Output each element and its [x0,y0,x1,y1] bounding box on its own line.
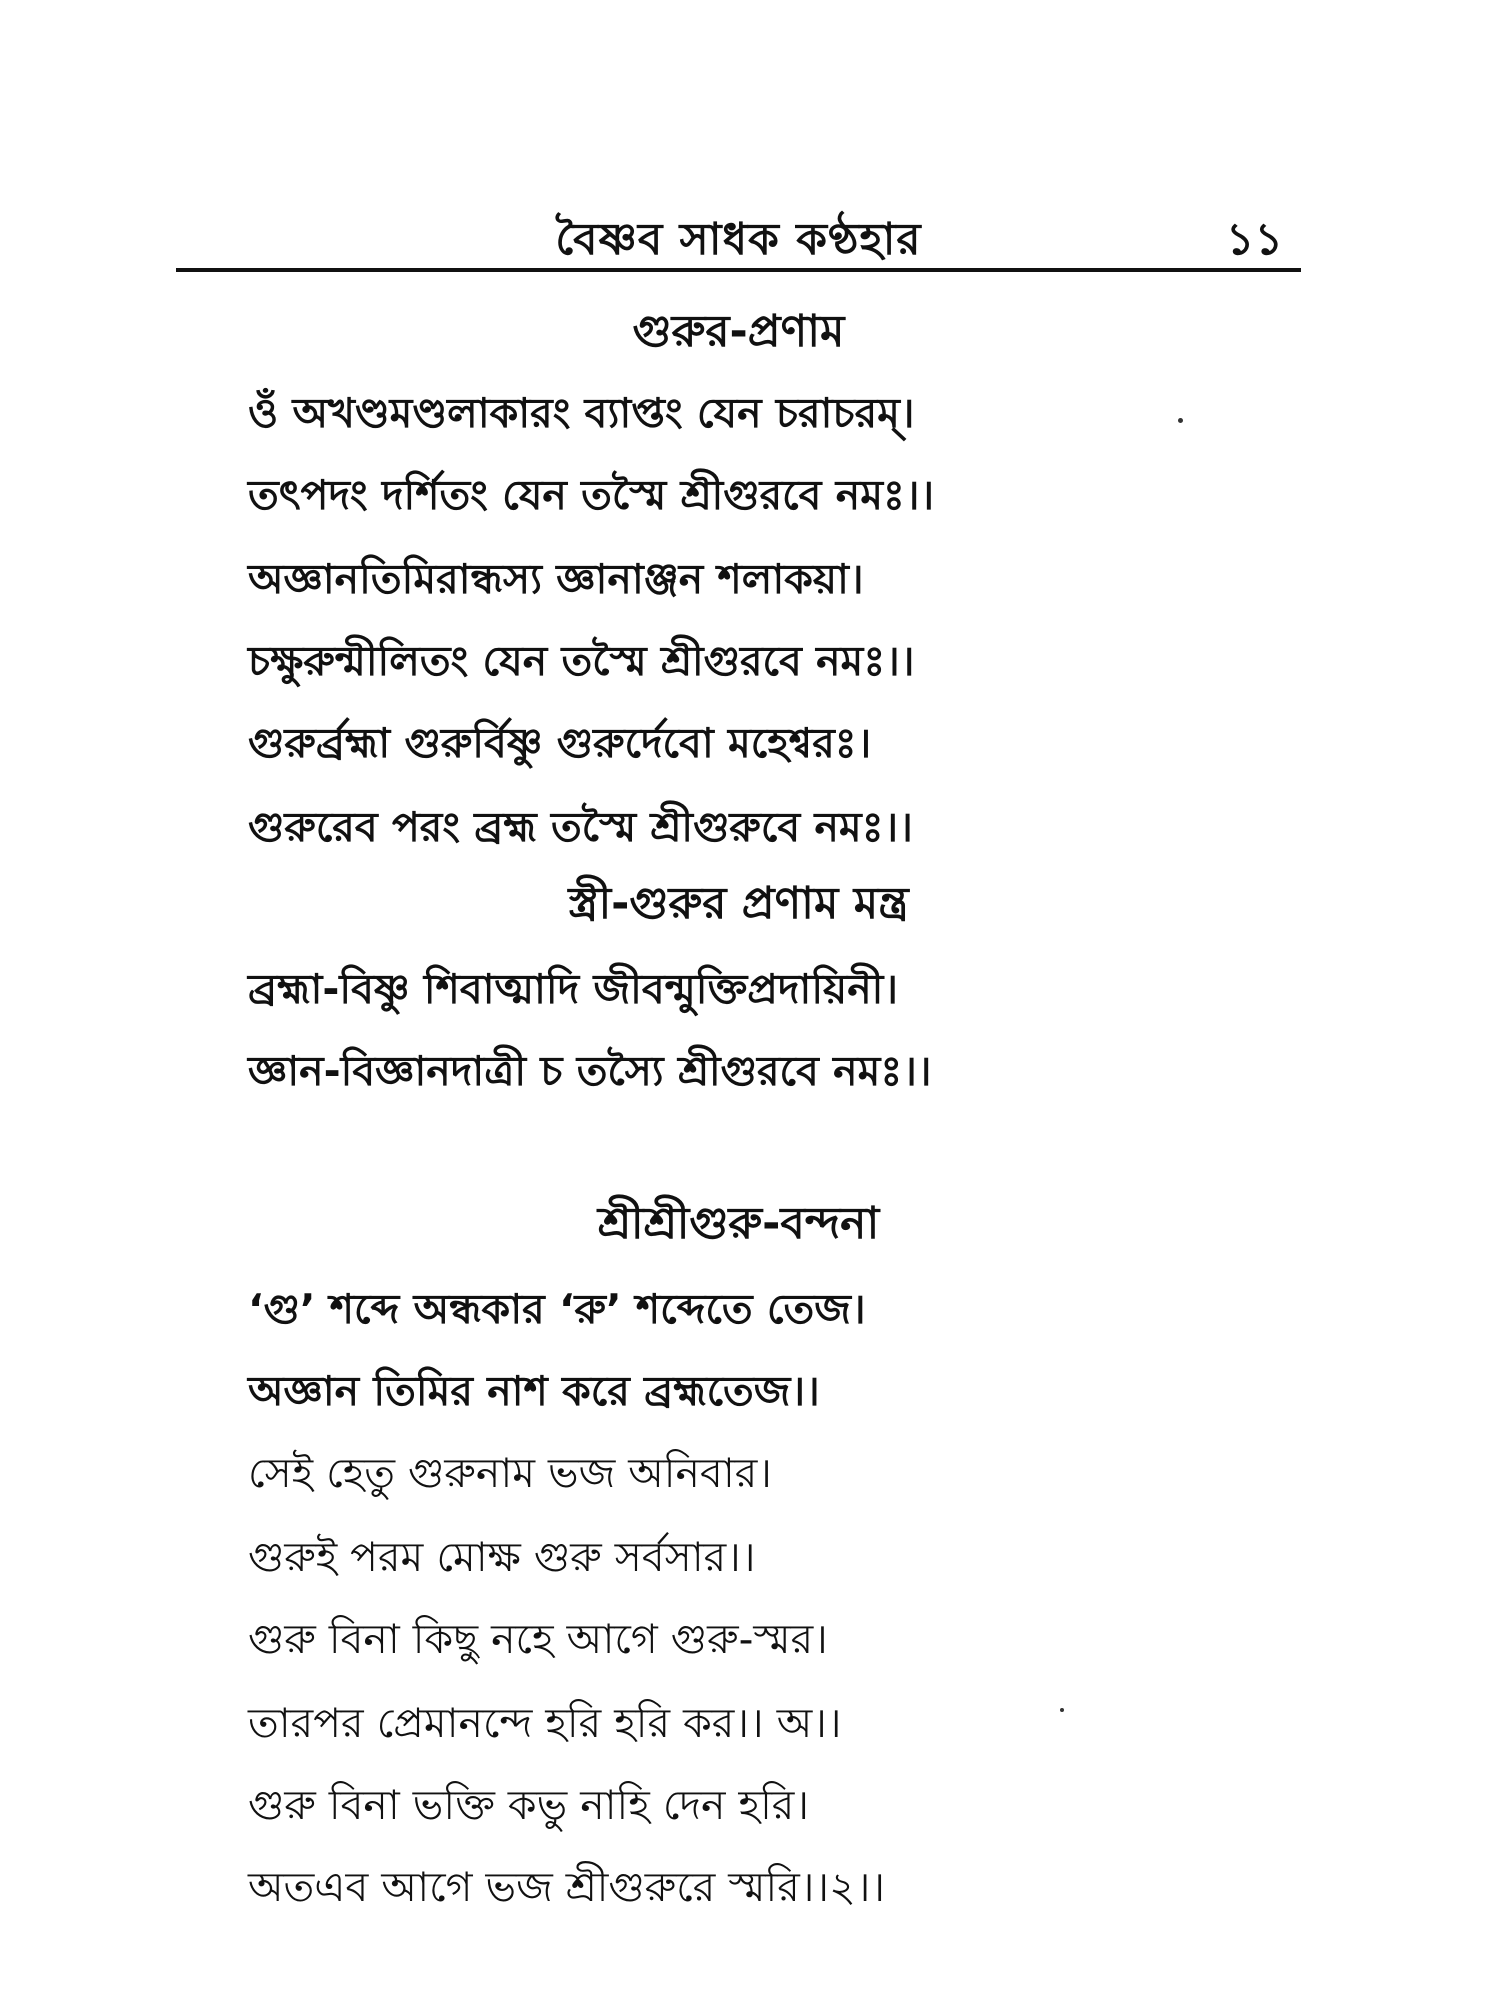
verse-line: সেই হেতু গুরুনাম ভজ অনিবার। [248,1449,772,1497]
verse-line: গুরু বিনা ভক্তি কভু নাহি দেন হরি। [248,1781,810,1829]
verse-line: গুরুরেব পরং ব্রহ্ম তস্মৈ শ্রীগুরুবে নমঃ।। [248,803,913,851]
section-heading-gurur-pranam: গুরুর-প্রণাম [632,306,845,357]
scan-speck [1060,1708,1064,1712]
header-rule [176,268,1301,272]
verse-line: তৎপদং দর্শিতং যেন তস্মৈ শ্রীগুরবে নমঃ।। [248,471,935,519]
verse-line: অজ্ঞান তিমির নাশ করে ব্রহ্মতেজ।। [248,1367,820,1415]
verse-line: ব্রহ্মা-বিষ্ণু শিবাত্মাদি জীবন্মুক্তিপ্রদায়িনী। [248,965,899,1013]
section-heading-guru-bandana: শ্রীশ্রীগুরু-বন্দনা [597,1198,880,1249]
verse-line: গুরুই পরম মোক্ষ গুরু সর্বসার।। [248,1533,756,1581]
scan-speck [1178,418,1183,423]
page-number: ১১ [1225,214,1283,265]
verse-line: ওঁ অখণ্ডমণ্ডলাকারং ব্যাপ্তং যেন চরাচরম্। [248,389,915,437]
verse-line: গুরু বিনা কিছু নহে আগে গুরু-স্মর। [248,1615,828,1663]
verse-line: তারপর প্রেমানন্দে হরি হরি কর।। অ।। [248,1699,842,1747]
running-header [176,200,1301,270]
section-heading-stri-gurur-pranam: স্ত্রী-গুরুর প্রণাম মন্ত্র [568,878,909,929]
verse-line: জ্ঞান-বিজ্ঞানদাত্রী চ তস্যৈ শ্রীগুরবে নমঃ।। [248,1047,932,1095]
book-title: বৈষ্ণব সাধক কণ্ঠহার [555,214,922,265]
verse-line: ‘গু’ শব্দে অন্ধকার ‘রু’ শব্দেতে তেজ। [248,1285,866,1333]
verse-line: গুরুর্ব্রহ্মা গুরুর্বিষ্ণু গুরুর্দেবো মহেশ্বরঃ। [248,719,872,767]
verse-line: চক্ষুরুন্মীলিতং যেন তস্মৈ শ্রীগুরবে নমঃ।। [248,637,915,685]
verse-line: অতএব আগে ভজ শ্রীগুরুরে স্মরি।।২।। [248,1863,886,1911]
verse-line: অজ্ঞানতিমিরান্ধস্য জ্ঞানাঞ্জন শলাকয়া। [248,555,864,603]
